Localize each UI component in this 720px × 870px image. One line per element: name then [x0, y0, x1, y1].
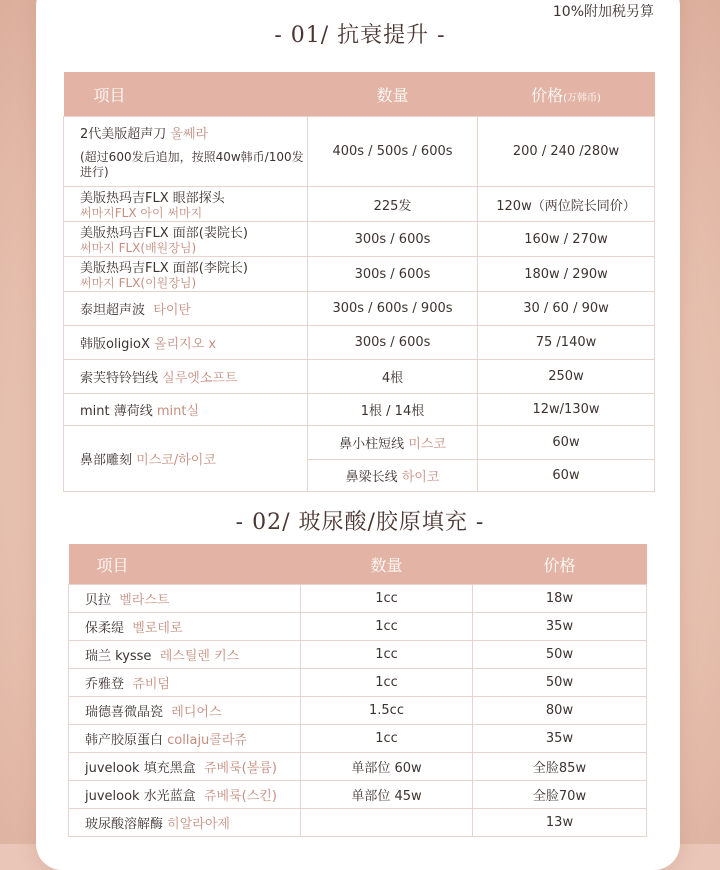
section2-title: - 02/ 玻尿酸/胶原填充 - — [235, 510, 485, 535]
filler-price-table — [68, 544, 647, 837]
table-row — [69, 809, 647, 837]
table-row — [64, 426, 655, 460]
price-cell: 60w — [478, 460, 655, 492]
qty-cell: 1cc — [301, 725, 473, 753]
price-cell: 120w（两位院长同价） — [478, 187, 655, 222]
table-row — [69, 753, 647, 781]
table-row — [64, 292, 655, 326]
price-cell: 180w / 290w — [478, 257, 655, 292]
price-cell: 35w — [473, 725, 647, 753]
qty-cell: 300s / 600s — [308, 257, 478, 292]
qty-cell: 1cc — [301, 641, 473, 669]
price-cell: 35w — [473, 613, 647, 641]
item-cell: 泰坦超声波 타이탄 — [64, 292, 308, 326]
price-cell: 80w — [473, 697, 647, 725]
item-cell: 美版热玛吉FLX 面部(李院长) 써마지 FLX(이원장님) — [64, 257, 308, 292]
table-row — [64, 257, 655, 292]
qty-cell: 400s / 500s / 600s — [308, 117, 478, 187]
item-cell: 保柔缇 벨로테로 — [69, 613, 301, 641]
table-row — [64, 360, 655, 394]
item-cell: 2代美版超声刀 울쎄라 (超过600发后追加，按照40w韩币/100发进行) — [64, 117, 308, 187]
price-cell: 160w / 270w — [478, 222, 655, 257]
qty-cell: 1cc — [301, 613, 473, 641]
price-cell: 12w/130w — [478, 394, 655, 426]
qty-cell: 1.5cc — [301, 697, 473, 725]
table-row — [69, 641, 647, 669]
item-cell: 玻尿酸溶解酶 히알라아제 — [69, 809, 301, 837]
table-row — [69, 725, 647, 753]
qty-cell: 1根 / 14根 — [308, 394, 478, 426]
qty-cell: 1cc — [301, 585, 473, 613]
tax-note: 10%附加税另算 — [552, 4, 654, 20]
table-row — [69, 585, 647, 613]
item-cell: 乔雅登 쥬비덤 — [69, 669, 301, 697]
table-row — [64, 326, 655, 360]
item-cell: 贝拉 벨라스트 — [69, 585, 301, 613]
qty-cell: 单部位 45w — [301, 781, 473, 809]
qty-cell: 1cc — [301, 669, 473, 697]
price-cell: 250w — [478, 360, 655, 394]
header-item: 项目 — [69, 544, 301, 585]
qty-cell: 300s / 600s — [308, 326, 478, 360]
header-item: 项目 — [64, 72, 308, 117]
price-cell: 全脸70w — [473, 781, 647, 809]
item-cell: 鼻部雕刻 미스코/하이코 — [64, 426, 308, 492]
table-row — [69, 697, 647, 725]
price-cell: 13w — [473, 809, 647, 837]
table-row — [64, 117, 655, 187]
anti-aging-price-table — [63, 72, 655, 492]
item-cell: 美版热玛吉FLX 面部(裴院长) 써마지 FLX(배원장님) — [64, 222, 308, 257]
item-cell: mint 薄荷线 mint실 — [64, 394, 308, 426]
table-row — [69, 669, 647, 697]
table-row — [69, 781, 647, 809]
table-row — [69, 613, 647, 641]
item-cell: 韩产胶原蛋白 collaju콜라쥬 — [69, 725, 301, 753]
price-cell: 60w — [478, 426, 655, 460]
item-cell: 韩版oligioX 올리지오 x — [64, 326, 308, 360]
table-row — [64, 222, 655, 257]
header-price: 价格(万韩币) — [478, 72, 655, 117]
price-cell: 30 / 60 / 90w — [478, 292, 655, 326]
header-qty: 数量 — [301, 544, 473, 585]
price-cell: 75 /140w — [478, 326, 655, 360]
item-cell: juvelook 填充黑盒 쥬베룩(볼륨) — [69, 753, 301, 781]
section1-title: - 01/ 抗衰提升 - — [274, 23, 446, 48]
qty-cell: 300s / 600s — [308, 222, 478, 257]
price-cell: 50w — [473, 641, 647, 669]
table-row — [64, 187, 655, 222]
qty-cell: 鼻梁长线 하이코 — [308, 460, 478, 492]
price-cell: 全脸85w — [473, 753, 647, 781]
item-cell: 索芙特铃铛线 실루엣소프트 — [64, 360, 308, 394]
qty-cell: 鼻小柱短线 미스코 — [308, 426, 478, 460]
item-cell: 美版热玛吉FLX 眼部探头 써마지FLX 아이 써마지 — [64, 187, 308, 222]
header-price: 价格 — [473, 544, 647, 585]
header-qty: 数量 — [308, 72, 478, 117]
item-cell: juvelook 水光蓝盒 쥬베룩(스킨) — [69, 781, 301, 809]
qty-cell: 4根 — [308, 360, 478, 394]
price-cell: 200 / 240 /280w — [478, 117, 655, 187]
qty-cell — [301, 809, 473, 837]
item-cell: 瑞德喜微晶瓷 레디어스 — [69, 697, 301, 725]
price-cell: 50w — [473, 669, 647, 697]
table-row — [64, 394, 655, 426]
qty-cell: 300s / 600s / 900s — [308, 292, 478, 326]
price-cell: 18w — [473, 585, 647, 613]
qty-cell: 225发 — [308, 187, 478, 222]
qty-cell: 单部位 60w — [301, 753, 473, 781]
item-cell: 瑞兰 kysse 레스틸렌 키스 — [69, 641, 301, 669]
